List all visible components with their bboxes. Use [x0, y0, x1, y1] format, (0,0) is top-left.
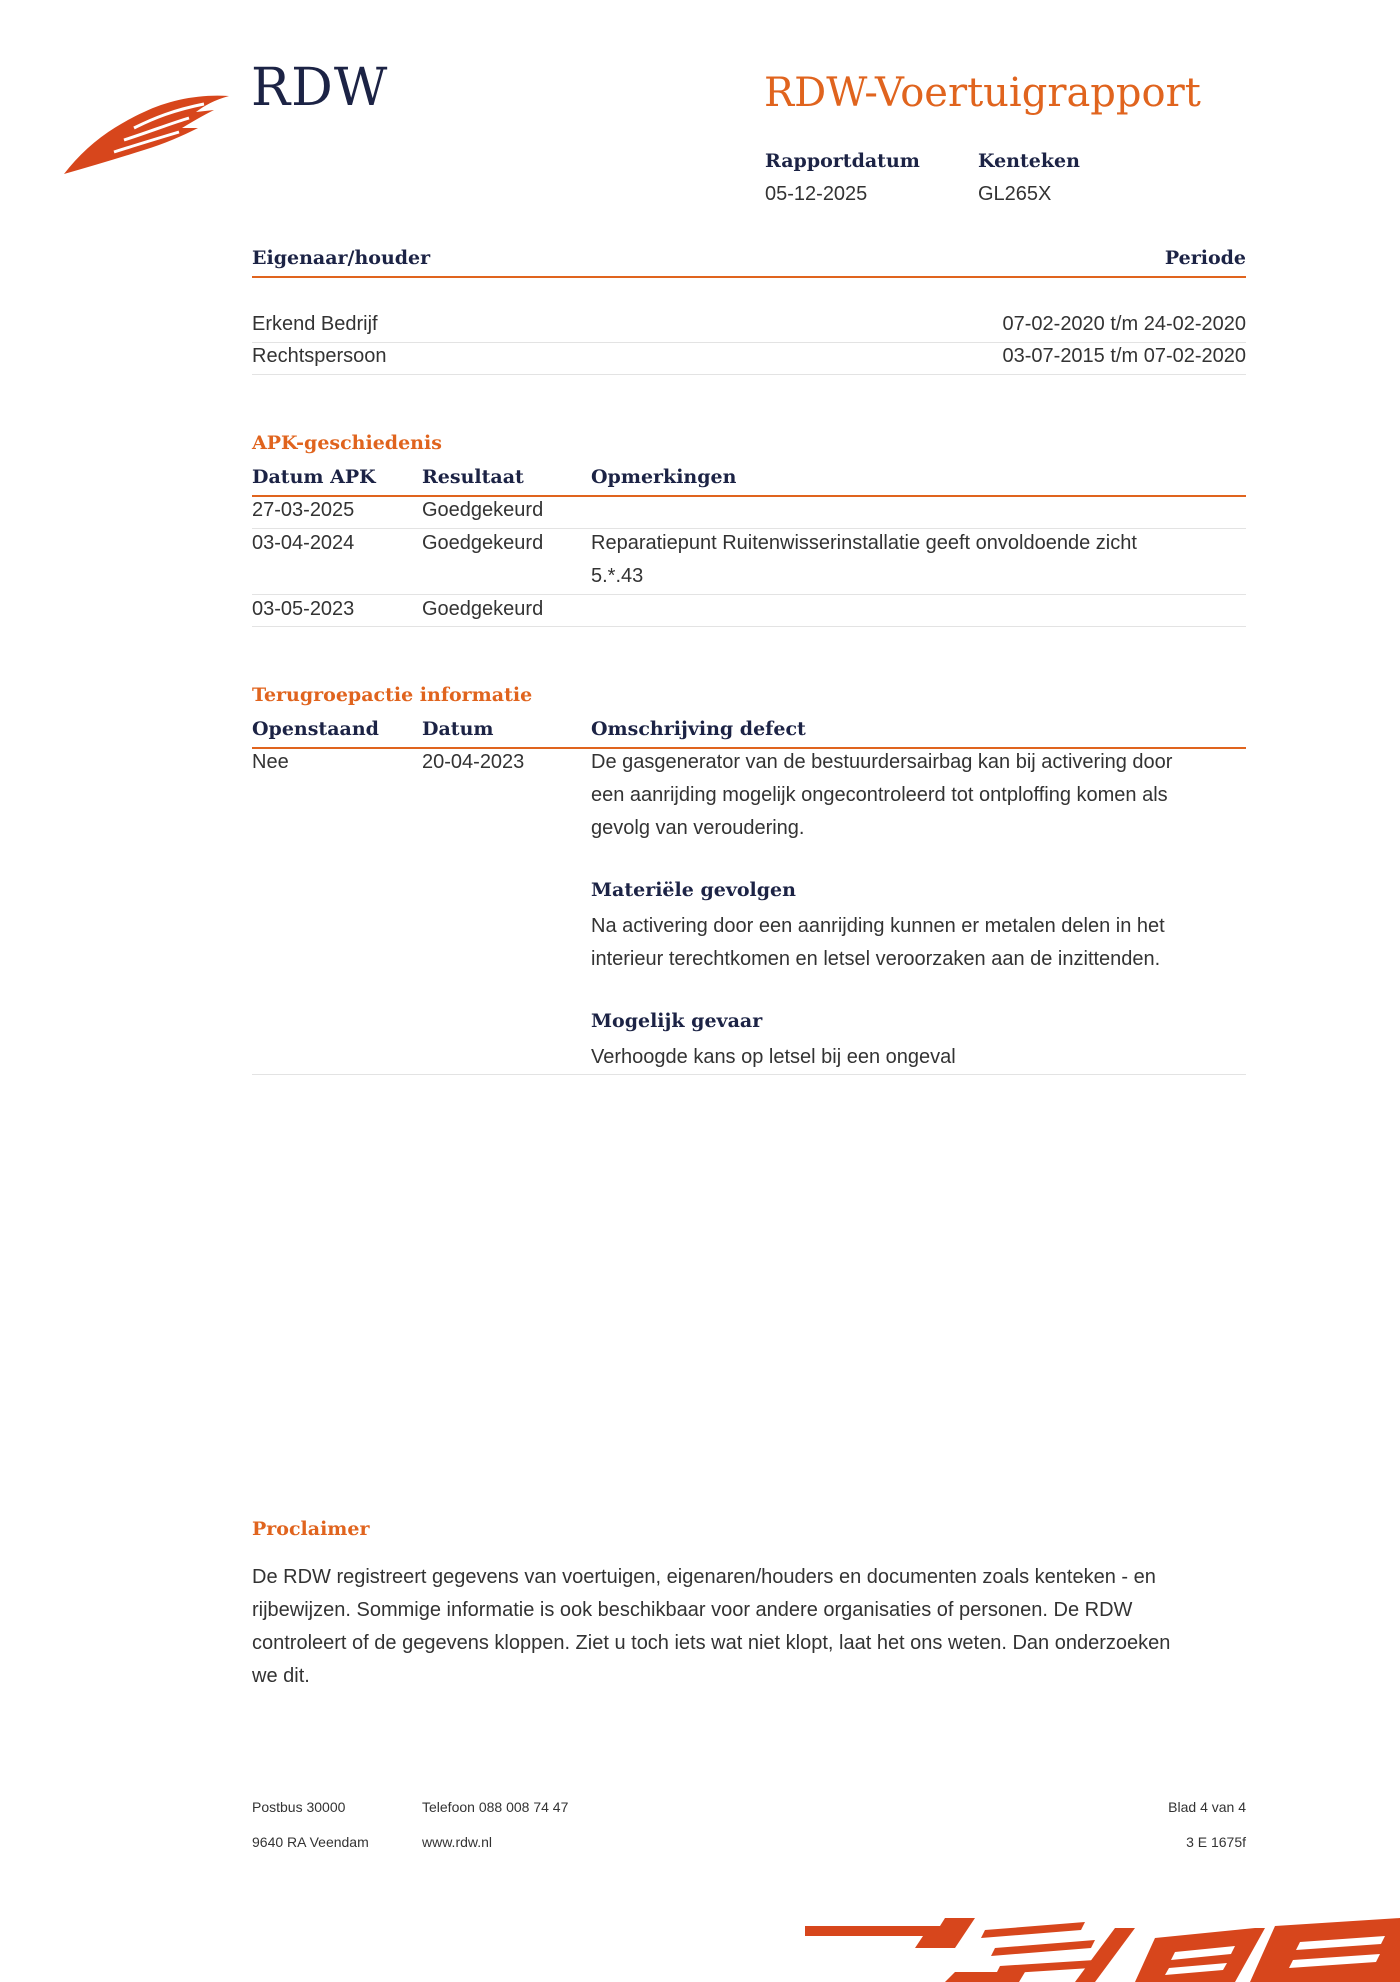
apk-row-1-result: Goedgekeurd	[422, 499, 544, 521]
recall-open-value: Nee	[252, 751, 289, 773]
report-date-label: Rapportdatum	[765, 150, 920, 172]
apk-row-2-remarks-line-2: 5.*.43	[591, 565, 644, 587]
proclaimer-line-2: rijbewijzen. Sommige informatie is ook beschikbaar voor andere organisaties of personen. De RDW	[252, 1599, 1133, 1621]
proclaimer-title: Proclaimer	[252, 1518, 370, 1540]
owner-row-1-period: 07-02-2020 t/m 24-02-2020	[1002, 313, 1246, 335]
footer-city: 9640 RA Veendam	[252, 1834, 369, 1850]
apk-row-2-remarks-line-1: Reparatiepunt Ruitenwisserinstallatie geeft onvoldoende zicht	[591, 532, 1137, 554]
rdw-logo-icon	[64, 88, 234, 178]
footer-page-number: Blad 4 van 4	[1168, 1799, 1246, 1815]
owners-header-rule	[252, 276, 1246, 278]
plate-value: GL265X	[978, 183, 1052, 205]
apk-section-title: APK-geschiedenis	[252, 432, 442, 454]
logo-text: RDW	[251, 58, 389, 118]
proclaimer-line-4: we dit.	[252, 1665, 310, 1687]
apk-date-column-header: Datum APK	[252, 466, 376, 488]
apk-row-3-result: Goedgekeurd	[422, 598, 544, 620]
footer-postbus: Postbus 30000	[252, 1799, 346, 1815]
owner-row-1-owner: Erkend Bedrijf	[252, 313, 378, 335]
possible-danger-title: Mogelijk gevaar	[591, 1010, 763, 1032]
footer-website[interactable]: www.rdw.nl	[422, 1834, 493, 1850]
row-divider	[252, 594, 1246, 595]
owner-column-header: Eigenaar/houder	[252, 247, 431, 269]
plate-label: Kenteken	[978, 150, 1080, 172]
footer-phone: Telefoon 088 008 74 47	[422, 1799, 569, 1815]
row-divider	[252, 374, 1246, 375]
apk-row-1-date: 27-03-2025	[252, 499, 355, 521]
owner-row-2-owner: Rechtspersoon	[252, 345, 387, 367]
proclaimer-line-1: De RDW registreert gegevens van voertuigen, eigenaren/houders en documenten zoals kenteken - en	[252, 1566, 1156, 1588]
recall-open-column-header: Openstaand	[252, 718, 379, 740]
period-column-header: Periode	[1164, 247, 1246, 269]
recall-defect-line-2: een aanrijding mogelijk ongecontroleerd tot ontploffing komen als	[591, 784, 1168, 806]
report-date-value: 05-12-2025	[765, 183, 868, 205]
decorative-stripes-icon	[795, 1908, 1400, 1982]
apk-row-2-result: Goedgekeurd	[422, 532, 544, 554]
recall-defect-line-1: De gasgenerator van de bestuurdersairbag kan bij activering door	[591, 751, 1173, 773]
apk-row-2-date: 03-04-2024	[252, 532, 355, 554]
recall-defect-column-header: Omschrijving defect	[591, 718, 806, 740]
footer-document-code: 3 E 1675f	[1186, 1834, 1246, 1850]
material-consequences-title: Materiële gevolgen	[591, 879, 796, 901]
material-consequences-line-2: interieur terechtkomen en letsel veroorzaken aan de inzittenden.	[591, 948, 1161, 970]
owner-row-2-period: 03-07-2015 t/m 07-02-2020	[1002, 345, 1246, 367]
apk-header-rule	[252, 495, 1246, 497]
row-divider	[252, 626, 1246, 627]
proclaimer-line-3: controleert of de gegevens kloppen. Ziet u toch iets wat niet klopt, laat het ons weten. Dan onderzoeken	[252, 1632, 1171, 1654]
recall-defect-line-3: gevolg van veroudering.	[591, 817, 805, 839]
recall-section-title: Terugroepactie informatie	[252, 684, 533, 706]
apk-result-column-header: Resultaat	[422, 466, 524, 488]
recall-date-value: 20-04-2023	[422, 751, 525, 773]
apk-remarks-column-header: Opmerkingen	[591, 466, 737, 488]
document-title: RDW-Voertuigrapport	[764, 70, 1201, 116]
material-consequences-line-1: Na activering door een aanrijding kunnen er metalen delen in het	[591, 915, 1165, 937]
recall-date-column-header: Datum	[422, 718, 494, 740]
apk-row-3-date: 03-05-2023	[252, 598, 355, 620]
row-divider	[252, 1074, 1246, 1075]
possible-danger-text: Verhoogde kans op letsel bij een ongeval	[591, 1046, 956, 1068]
